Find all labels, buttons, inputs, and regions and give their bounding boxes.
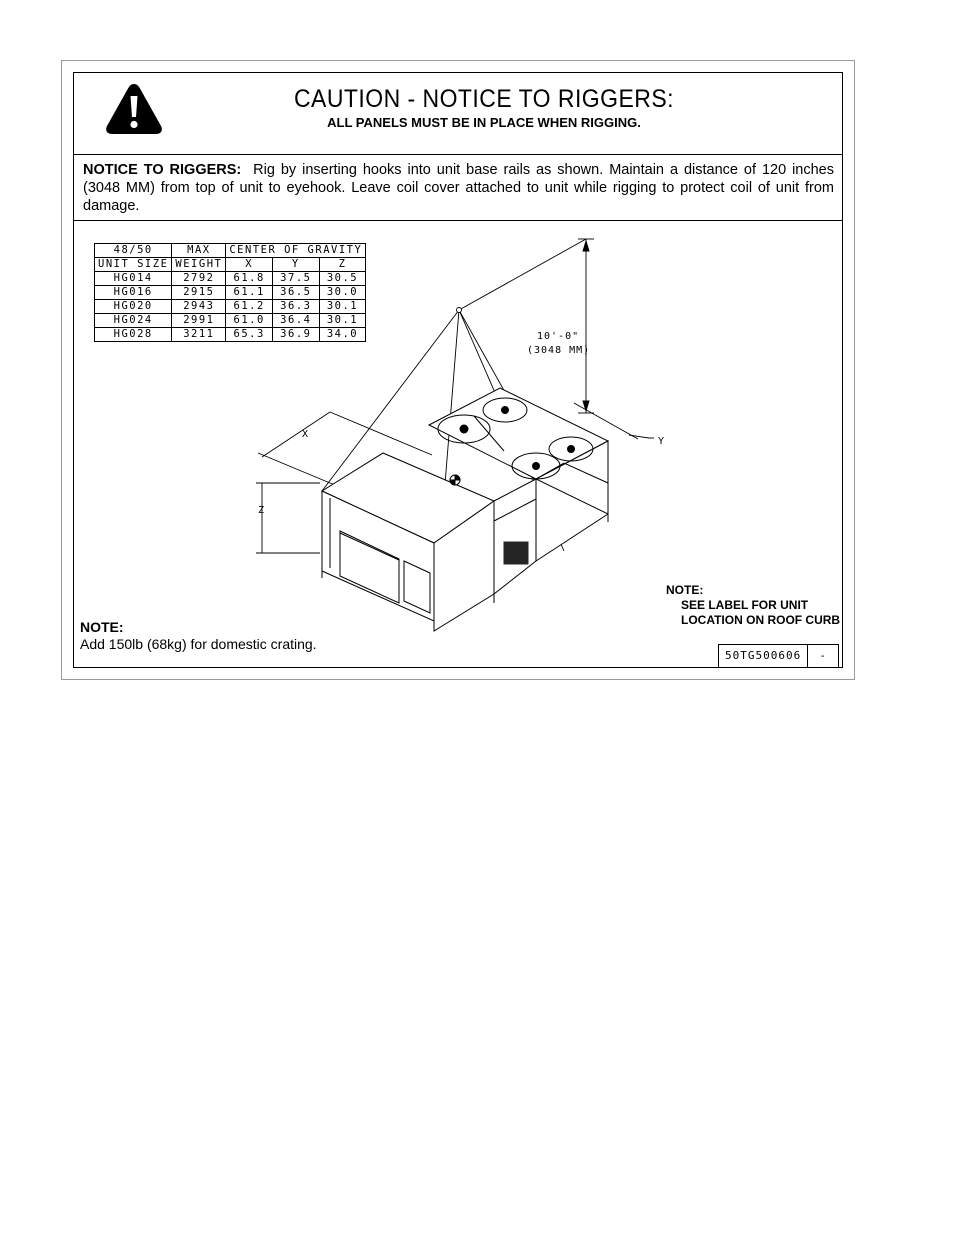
height-dim-mm-text: (3048 MM) <box>527 345 591 356</box>
revision: - <box>807 645 838 667</box>
cell-weight: 2792 <box>172 272 226 286</box>
rigging-drawing <box>74 73 844 669</box>
col-x-head: X <box>226 258 273 272</box>
col-unit-size-head-2: UNIT SIZE <box>95 258 172 272</box>
col-max-weight-head-2: WEIGHT <box>172 258 226 272</box>
crating-note-text: Add 150lb (68kg) for domestic crating. <box>80 636 317 652</box>
cell-size: HG020 <box>95 300 172 314</box>
part-number: 50TG500606 <box>725 649 802 662</box>
roof-curb-note <box>666 583 840 628</box>
cell-z: 30.1 <box>319 314 366 328</box>
height-dimension <box>578 239 594 413</box>
cell-y: 36.3 <box>273 300 320 314</box>
cell-size: HG028 <box>95 328 172 342</box>
cell-weight: 2915 <box>172 286 226 300</box>
notice-text: Rig by inserting hooks into unit base rails as shown. Maintain a distance of 120 inches (3048 MM) from top of unit to eyehook. Leave coil cover attached to unit while rigging to protect coil of unit from damage. <box>83 162 834 214</box>
col-y-head: Y <box>273 258 320 272</box>
cell-x: 65.3 <box>226 328 273 342</box>
cell-size: HG014 <box>95 272 172 286</box>
cell-z: 30.0 <box>319 286 366 300</box>
col-z-head: Z <box>319 258 366 272</box>
col-max-weight-head-1: MAX <box>172 244 226 258</box>
notice-label: NOTICE TO RIGGERS: <box>83 162 242 178</box>
roof-curb-note-line2: LOCATION ON ROOF CURB <box>681 613 841 627</box>
crating-note <box>80 619 317 653</box>
part-number-box <box>718 644 839 668</box>
cell-y: 36.5 <box>273 286 320 300</box>
cell-y: 36.9 <box>273 328 320 342</box>
caution-subtitle: ALL PANELS MUST BE IN PLACE WHEN RIGGING. <box>327 115 641 130</box>
cell-weight: 3211 <box>172 328 226 342</box>
roof-curb-note-line1: SEE LABEL FOR UNIT <box>681 598 809 612</box>
crating-note-label: NOTE: <box>80 619 124 635</box>
eyehook-icon <box>457 308 462 313</box>
cell-weight: 2943 <box>172 300 226 314</box>
axis-y-label: Y <box>658 436 666 447</box>
rooftop-unit-body <box>322 388 608 669</box>
col-unit-size-head-1: 48/50 <box>95 244 172 258</box>
cell-weight: 2991 <box>172 314 226 328</box>
cell-x: 61.0 <box>226 314 273 328</box>
caution-label-frame <box>73 72 843 668</box>
cell-z: 34.0 <box>319 328 366 342</box>
caution-title: CAUTION - NOTICE TO RIGGERS: <box>293 85 675 113</box>
cell-size: HG024 <box>95 314 172 328</box>
cell-x: 61.1 <box>226 286 273 300</box>
cell-z: 30.5 <box>319 272 366 286</box>
cell-size: HG016 <box>95 286 172 300</box>
cell-y: 36.4 <box>273 314 320 328</box>
z-dimension <box>256 483 320 553</box>
roof-curb-note-label: NOTE: <box>666 583 704 597</box>
cell-x: 61.2 <box>226 300 273 314</box>
axis-z-label: Z <box>258 505 266 516</box>
col-cog-head: CENTER OF GRAVITY <box>226 244 366 258</box>
cell-y: 37.5 <box>273 272 320 286</box>
cell-z: 30.1 <box>319 300 366 314</box>
height-dim-text: 10'-0" <box>537 331 580 342</box>
cell-x: 61.8 <box>226 272 273 286</box>
axis-x-label: X <box>302 429 310 440</box>
